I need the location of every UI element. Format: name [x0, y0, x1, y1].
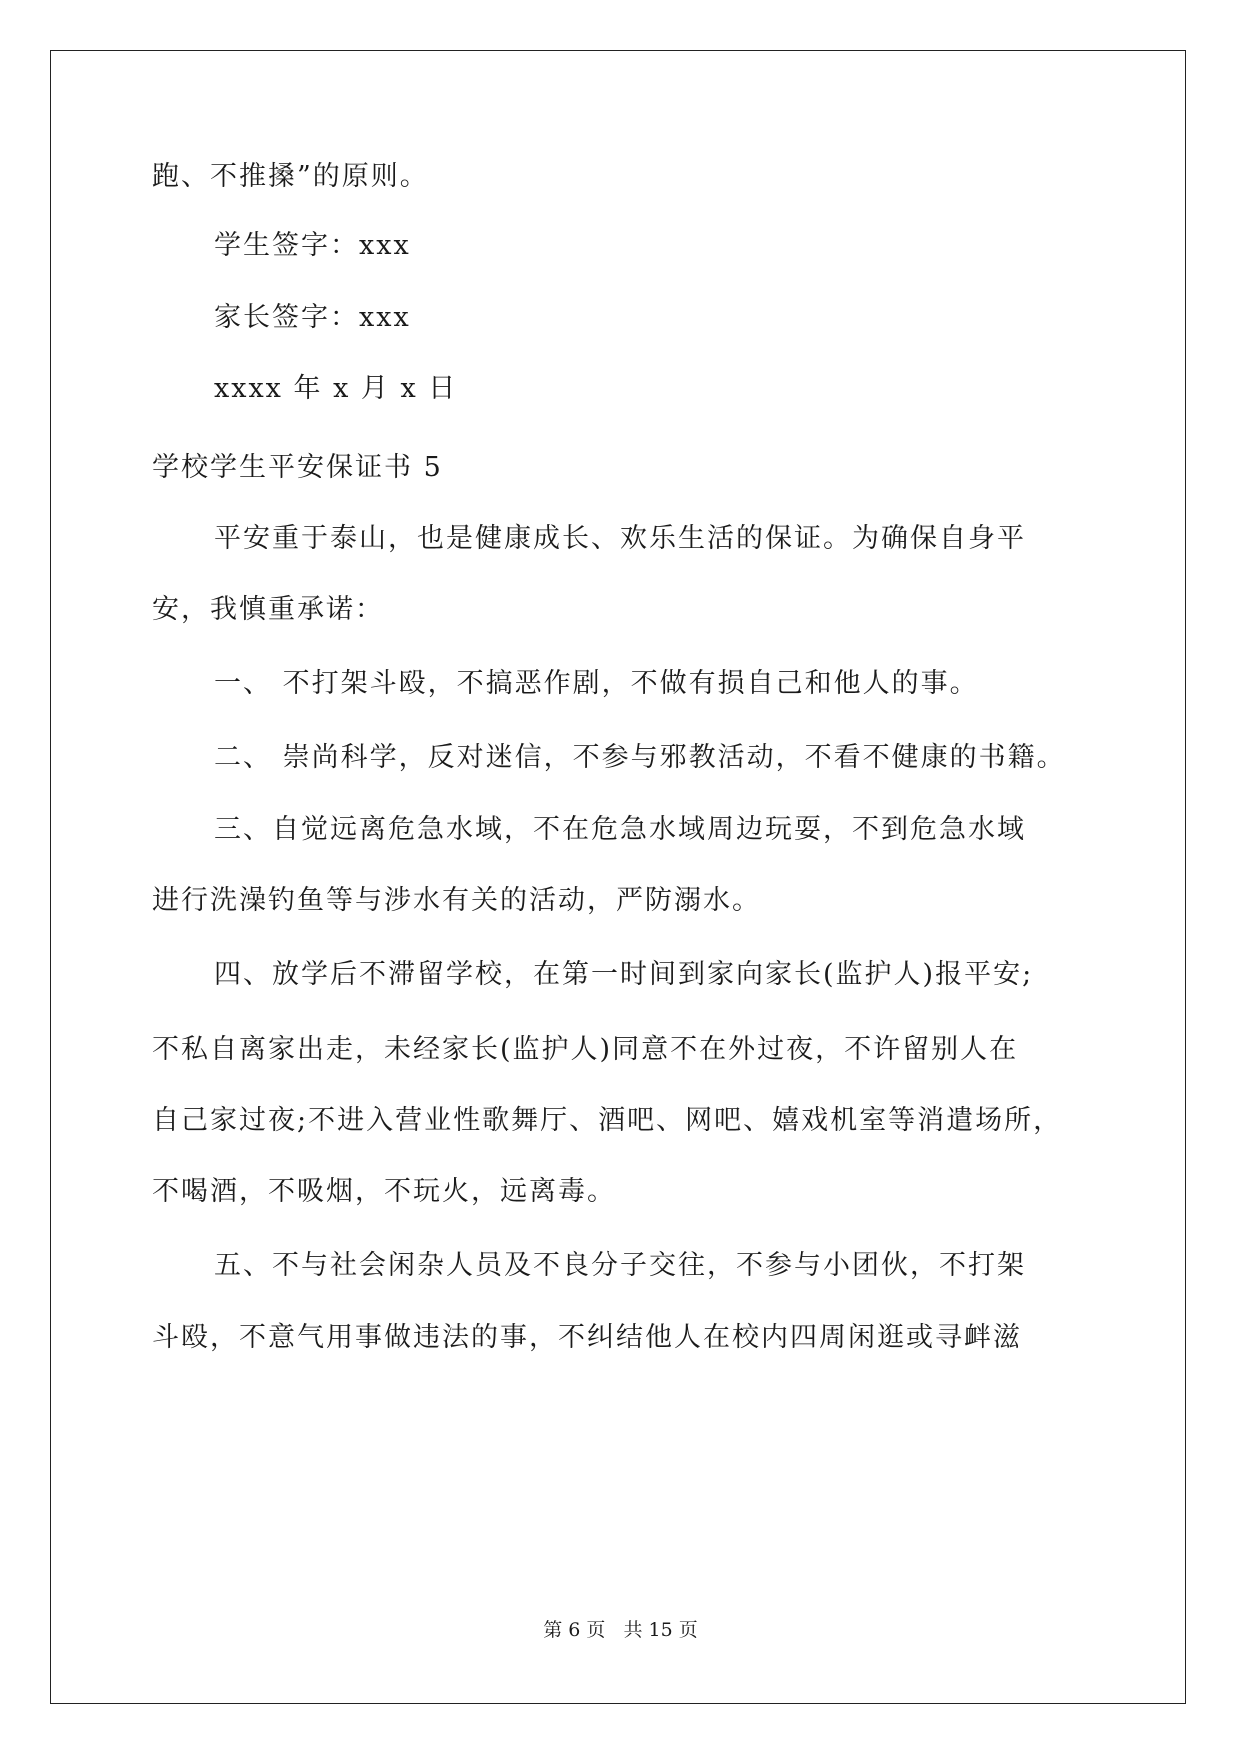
parent-signature-line: 家长签字：xxx	[214, 302, 411, 333]
text-line: 三、自觉远离危急水域，不在危急水域周边玩耍，不到危急水域	[214, 814, 1026, 845]
page-number-footer: 第 6 页 共 15 页	[543, 1619, 698, 1641]
text-line: 跑、不推搡”的原则。	[152, 161, 429, 192]
text-line: 一、 不打架斗殴，不搞恶作剧，不做有损自己和他人的事。	[214, 668, 979, 699]
text-line: 不私自离家出走，未经家长(监护人)同意不在外过夜，不许留别人在	[152, 1034, 1019, 1065]
text-line: 斗殴，不意气用事做违法的事，不纠结他人在校内四周闲逛或寻衅滋	[152, 1322, 1022, 1353]
text-line: 安，我慎重承诺：	[152, 594, 384, 625]
text-line: 平安重于泰山，也是健康成长、欢乐生活的保证。为确保自身平	[214, 523, 1026, 554]
text-line: 二、 崇尚科学，反对迷信，不参与邪教活动，不看不健康的书籍。	[214, 742, 1066, 773]
text-line: 自己家过夜;不进入营业性歌舞厅、酒吧、网吧、嬉戏机室等消遣场所，	[152, 1105, 1063, 1136]
text-line: 进行洗澡钓鱼等与涉水有关的活动，严防溺水。	[152, 885, 761, 916]
text-line: 四、放学后不滞留学校，在第一时间到家向家长(监护人)报平安;	[214, 959, 1034, 990]
date-line: xxxx 年 x 月 x 日	[214, 373, 458, 404]
student-signature-line: 学生签字：xxx	[214, 230, 411, 261]
text-line: 五、不与社会闲杂人员及不良分子交往，不参与小团伙，不打架	[214, 1250, 1026, 1281]
section-heading: 学校学生平安保证书 5	[152, 452, 443, 483]
text-line: 不喝酒，不吸烟，不玩火，远离毒。	[152, 1176, 616, 1207]
